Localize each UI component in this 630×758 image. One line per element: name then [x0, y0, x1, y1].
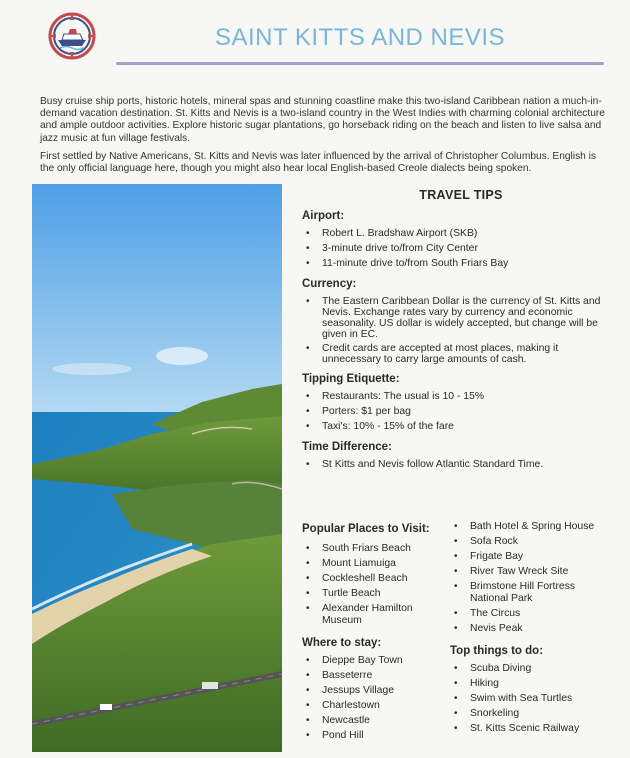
list-item: • Scuba Diving: [454, 663, 606, 675]
list-item: • Turtle Beach: [306, 588, 446, 600]
list-item: • Restaurants: The usual is 10 - 15%: [306, 391, 606, 403]
list-item: • Dieppe Bay Town: [306, 655, 446, 667]
top-things-heading: Top things to do:: [450, 645, 544, 657]
airport-list: [306, 228, 606, 270]
list-item: • Jessups Village: [306, 685, 446, 697]
time-difference-heading: Time Difference:: [302, 441, 392, 453]
list-item: • Swim with Sea Turtles: [454, 693, 606, 705]
page-title: SAINT KITTS AND NEVIS: [214, 24, 506, 51]
list-item: • Cockleshell Beach: [306, 573, 446, 585]
travel-tips-title: TRAVEL TIPS: [419, 188, 503, 202]
intro-paragraph-2: First settled by Native Americans, St. Kitts and Nevis was later influenced by the arrival of Christopher Columbus. English is the only official language here, though you might also hear local English-based Creole dialects being spoken.: [40, 150, 597, 175]
where-to-stay-list: [306, 655, 446, 742]
time-difference-list: [306, 459, 606, 471]
currency-heading: Currency:: [302, 278, 357, 290]
cruise-ship-compass-logo: [46, 10, 98, 62]
popular-places-list: [306, 543, 446, 627]
list-item: • Sofa Rock: [454, 536, 606, 548]
list-item: • The Circus: [454, 608, 606, 620]
popular-places-heading: Popular Places to Visit:: [302, 523, 430, 535]
list-item: • Basseterre: [306, 670, 446, 682]
list-item: • Charlestown: [306, 700, 446, 712]
list-item: • The Eastern Caribbean Dollar is the currency of St. Kitts and Nevis. Exchange rates vary by currency and economic seasonality. US dollar is widely accepted, but change will be given in EC.: [306, 296, 606, 340]
list-item: • Alexander Hamilton Museum: [306, 603, 446, 627]
tipping-list: [306, 391, 606, 433]
list-item: • St. Kitts Scenic Railway: [454, 723, 606, 735]
list-item: • Pond Hill: [306, 730, 446, 742]
list-item: • Bath Hotel & Spring House: [454, 521, 606, 533]
list-item: • Mount Liamuiga: [306, 558, 446, 570]
list-item: • Porters: $1 per bag: [306, 406, 606, 418]
currency-list: [306, 296, 606, 365]
list-item: • River Taw Wreck Site: [454, 566, 606, 578]
intro-text: [40, 96, 606, 181]
list-item: • Newcastle: [306, 715, 446, 727]
title-divider: [116, 62, 604, 65]
tipping-heading: Tipping Etiquette:: [302, 373, 400, 385]
where-to-stay-heading: Where to stay:: [302, 637, 382, 649]
list-item: • 3-minute drive to/from City Center: [306, 243, 606, 255]
popular-places-list-continued: [454, 521, 606, 635]
list-item: • Nevis Peak: [454, 623, 606, 635]
list-item: • Credit cards are accepted at most places, making it unnecessary to carry large amounts of cash.: [306, 343, 606, 365]
right-column: [444, 521, 606, 738]
travel-tips: [296, 188, 606, 474]
list-item: • Snorkeling: [454, 708, 606, 720]
list-item: • St Kitts and Nevis follow Atlantic Standard Time.: [306, 459, 606, 471]
list-item: • South Friars Beach: [306, 543, 446, 555]
left-column: [296, 515, 446, 745]
airport-heading: Airport:: [302, 210, 345, 222]
list-item: • Hiking: [454, 678, 606, 690]
list-item: • Brimstone Hill Fortress National Park: [454, 581, 606, 605]
list-item: • Frigate Bay: [454, 551, 606, 563]
coastline-photo: [32, 184, 282, 752]
list-item: • Taxi's: 10% - 15% of the fare: [306, 421, 606, 433]
intro-paragraph-1: Busy cruise ship ports, historic hotels, mineral spas and stunning coastline make this two-island Caribbean nation a much-in-demand vacation destination. St. Kitts and Nevis is a two-island country in the West Indies with charming colonial architecture and ample outdoor activities. Explore historic sugar plantations, go horseback riding on the beach and listen to live salsa and jazz music at fun village festivals.: [40, 96, 605, 144]
list-item: • Robert L. Bradshaw Airport (SKB): [306, 228, 606, 240]
list-item: • 11-minute drive to/from South Friars Bay: [306, 258, 606, 270]
top-things-list: [454, 663, 606, 735]
